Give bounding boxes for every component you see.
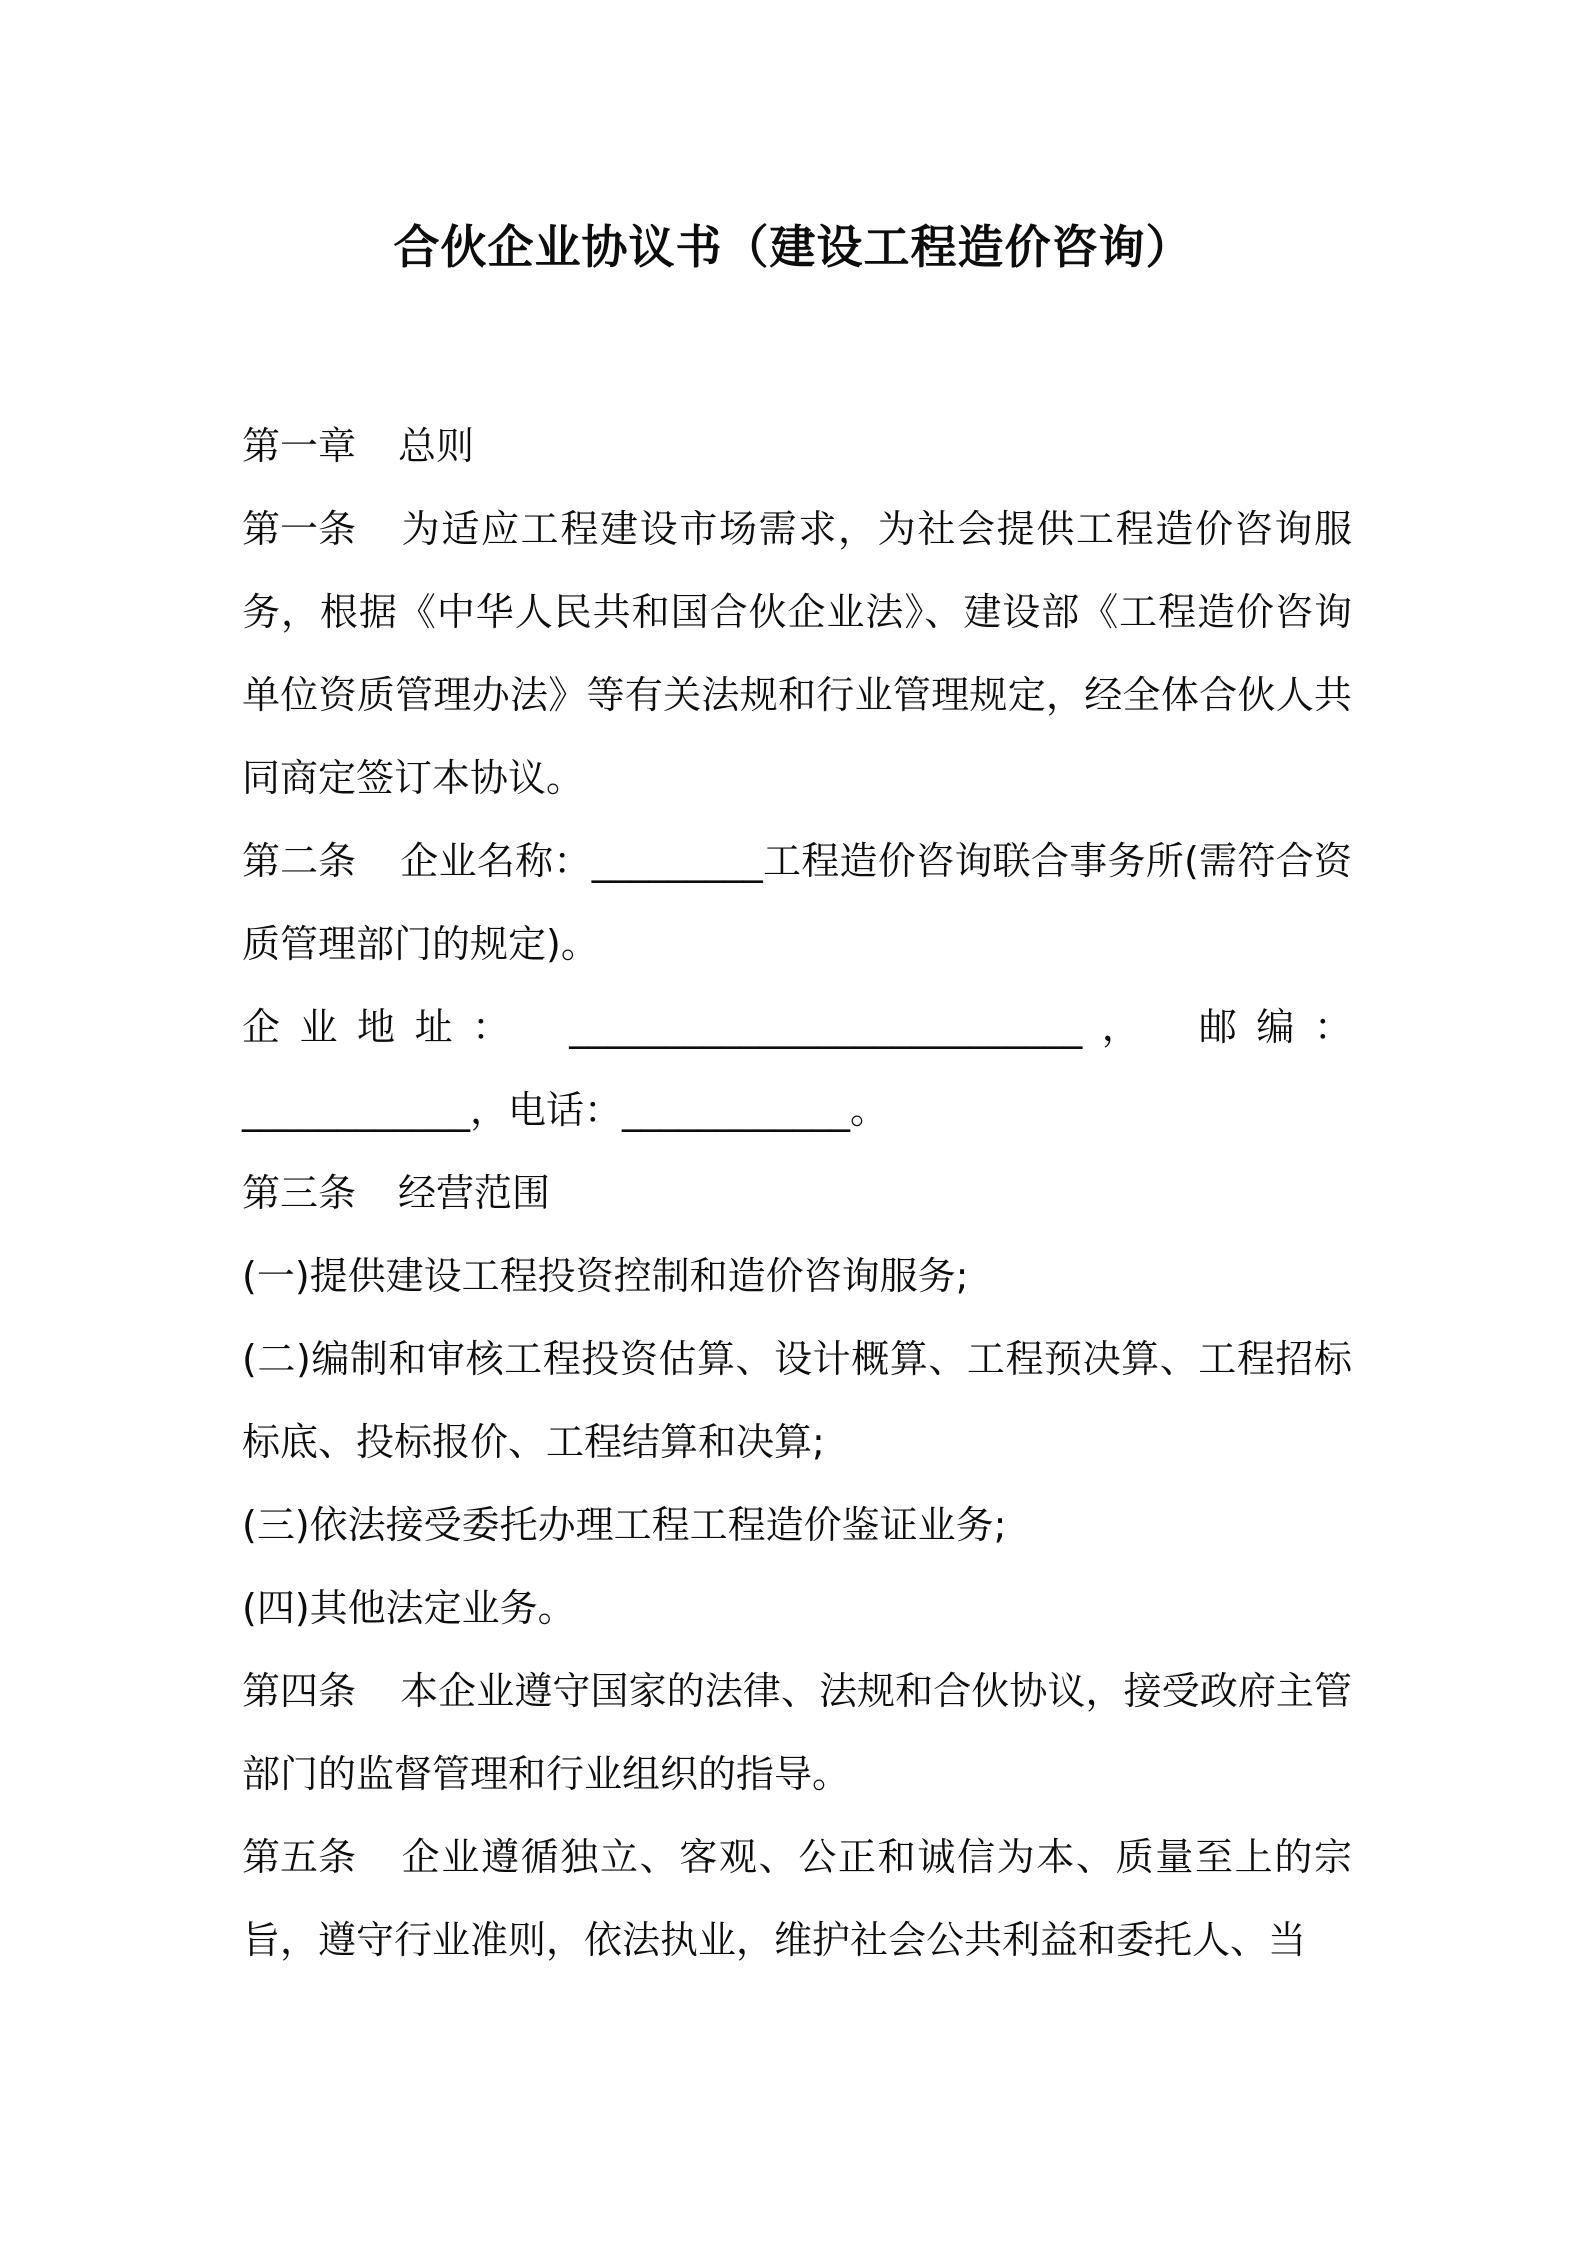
- chapter-heading: [242, 405, 1352, 488]
- scope-item-3: (三)依法接受委托办理工程工程造价鉴证业务;: [242, 1503, 1007, 1547]
- chapter-title: 总则: [398, 424, 475, 468]
- postcode-label: 邮编：: [1198, 1005, 1352, 1049]
- article-4-label: 第四条: [242, 1669, 357, 1713]
- article-3-title: 经营范围: [398, 1171, 551, 1215]
- article-5-label: 第五条: [242, 1835, 357, 1879]
- document-title: 合伙企业协议书（建设工程造价咨询）: [393, 220, 1193, 274]
- article-4: [242, 1650, 1352, 1816]
- article-2-text: 企业名称：_________工程造价咨询联合事务所(需符合资质管理部门的规定)。: [242, 839, 1352, 966]
- article-3-label: 第三条: [242, 1171, 357, 1215]
- chapter-label: 第一章: [242, 424, 357, 468]
- address-blank: ___________________________: [569, 1005, 1083, 1049]
- contact-line: [242, 1069, 1352, 1152]
- article-2-label: 第二条: [242, 839, 357, 883]
- address-line: [242, 986, 1352, 1069]
- article-5: [242, 1816, 1352, 1982]
- article-4-text: 本企业遵守国家的法律、法规和合伙协议，接受政府主管部门的监督管理和行业组织的指导。: [242, 1669, 1352, 1796]
- article-3-heading: [242, 1152, 1352, 1235]
- article-2: [242, 820, 1352, 986]
- document-body: [242, 405, 1352, 1982]
- article-5-text: 企业遵循独立、客观、公正和诚信为本、质量至上的宗旨，遵守行业准则，依法执业，维护社会公共利益和委托人、当: [242, 1835, 1352, 1962]
- article-1-text: 为适应工程建设市场需求，为社会提供工程造价咨询服务，根据《中华人民共和国合伙企业法》、建设部《工程造价咨询单位资质管理办法》等有关法规和行业管理规定，经全体合伙人共同商定签订本协议。: [242, 507, 1352, 800]
- contact-line-text: ____________，电话：____________。: [242, 1088, 889, 1132]
- scope-item-2: (二)编制和审核工程投资估算、设计概算、工程预决算、工程招标标底、投标报价、工程结算和决算;: [242, 1337, 1352, 1464]
- scope-item-4: (四)其他法定业务。: [242, 1586, 576, 1630]
- address-label: 企业地址：: [242, 1005, 530, 1049]
- scope-item-1: (一)提供建设工程投资控制和造价咨询服务;: [242, 1254, 969, 1298]
- article-1: [242, 488, 1352, 820]
- address-separator: ，: [1082, 1005, 1160, 1049]
- article-1-label: 第一条: [242, 507, 357, 551]
